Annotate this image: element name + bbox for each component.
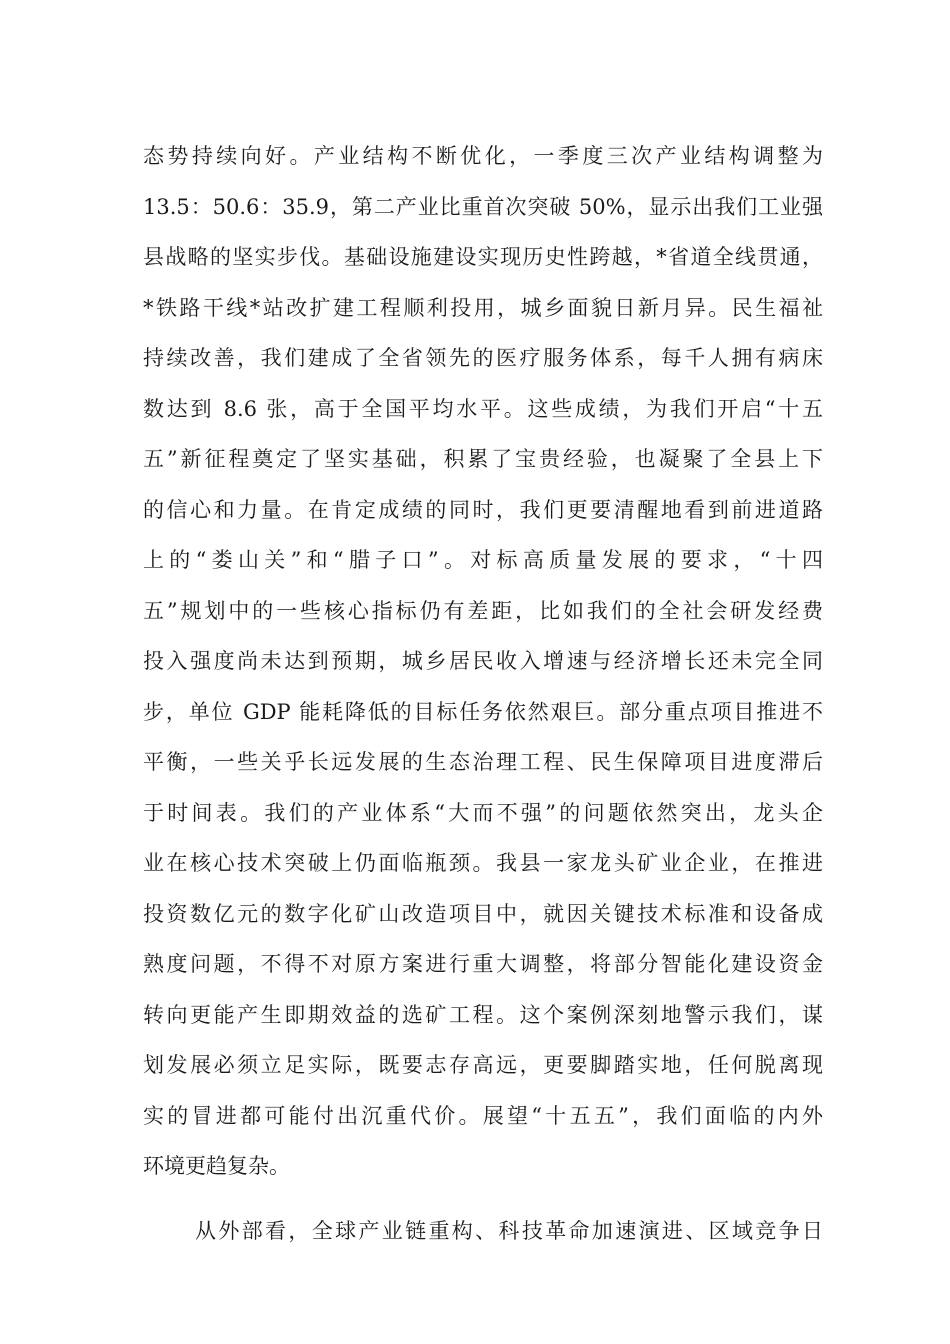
text-line: 上的“娄山关”和“腊子口”。对标高质量发展的要求，“十四: [143, 548, 823, 572]
paragraph-1: [143, 131, 823, 1192]
paragraph-2: [143, 1206, 823, 1257]
text-line: 五”规划中的一些核心指标仍有差距，比如我们的全社会研发经费: [143, 598, 823, 623]
text-line: 数达到 8.6 张，高于全国平均水平。这些成绩，为我们开启“十五: [143, 396, 823, 421]
text-line: 县战略的坚实步伐。基础设施建设实现历史性跨越，*省道全线贯通，: [143, 245, 823, 269]
text-line: 五”新征程奠定了坚实基础，积累了宝贵经验，也凝聚了全县上下: [143, 447, 823, 471]
body-text: [143, 131, 823, 1256]
text-line: 划发展必须立足实际，既要志存高远，更要脚踏实地，任何脱离现: [143, 1053, 823, 1077]
paragraph-gap: [143, 1192, 823, 1206]
text-line: 熟度问题，不得不对原方案进行重大调整，将部分智能化建设资金: [143, 952, 823, 976]
text-line: 从外部看，全球产业链重构、科技革命加速演进、区域竞争日: [195, 1218, 823, 1243]
text-line: 实的冒进都可能付出沉重代价。展望“十五五”，我们面临的内外: [143, 1103, 823, 1128]
text-line: 的信心和力量。在肯定成绩的同时，我们更要清醒地看到前进道路: [143, 497, 823, 522]
text-line: 平衡，一些关乎长远发展的生态治理工程、民生保障项目进度滞后: [143, 750, 823, 774]
text-line: 环境更趋复杂。: [143, 1154, 290, 1178]
text-line: 于时间表。我们的产业体系“大而不强”的问题依然突出，龙头企: [143, 800, 823, 825]
text-line: 投入强度尚未达到预期，城乡居民收入增速与经济增长还未完全同: [143, 649, 823, 673]
text-line: 持续改善，我们建成了全省领先的医疗服务体系，每千人拥有病床: [143, 346, 823, 370]
text-line: 业在核心技术突破上仍面临瓶颈。我县一家龙头矿业企业，在推进: [143, 851, 823, 875]
text-line: 态势持续向好。产业结构不断优化，一季度三次产业结构调整为: [143, 144, 823, 168]
text-line: 投资数亿元的数字化矿山改造项目中，就因关键技术标准和设备成: [143, 901, 823, 926]
text-line: *铁路干线*站改扩建工程顺利投用，城乡面貌日新月异。民生福祉: [143, 295, 823, 320]
text-line: 步，单位 GDP 能耗降低的目标任务依然艰巨。部分重点项目推进不: [143, 699, 823, 724]
text-line: 转向更能产生即期效益的选矿工程。这个案例深刻地警示我们，谋: [143, 1002, 823, 1027]
text-line: 13.5：50.6：35.9，第二产业比重首次突破 50%，显示出我们工业强: [143, 194, 823, 219]
